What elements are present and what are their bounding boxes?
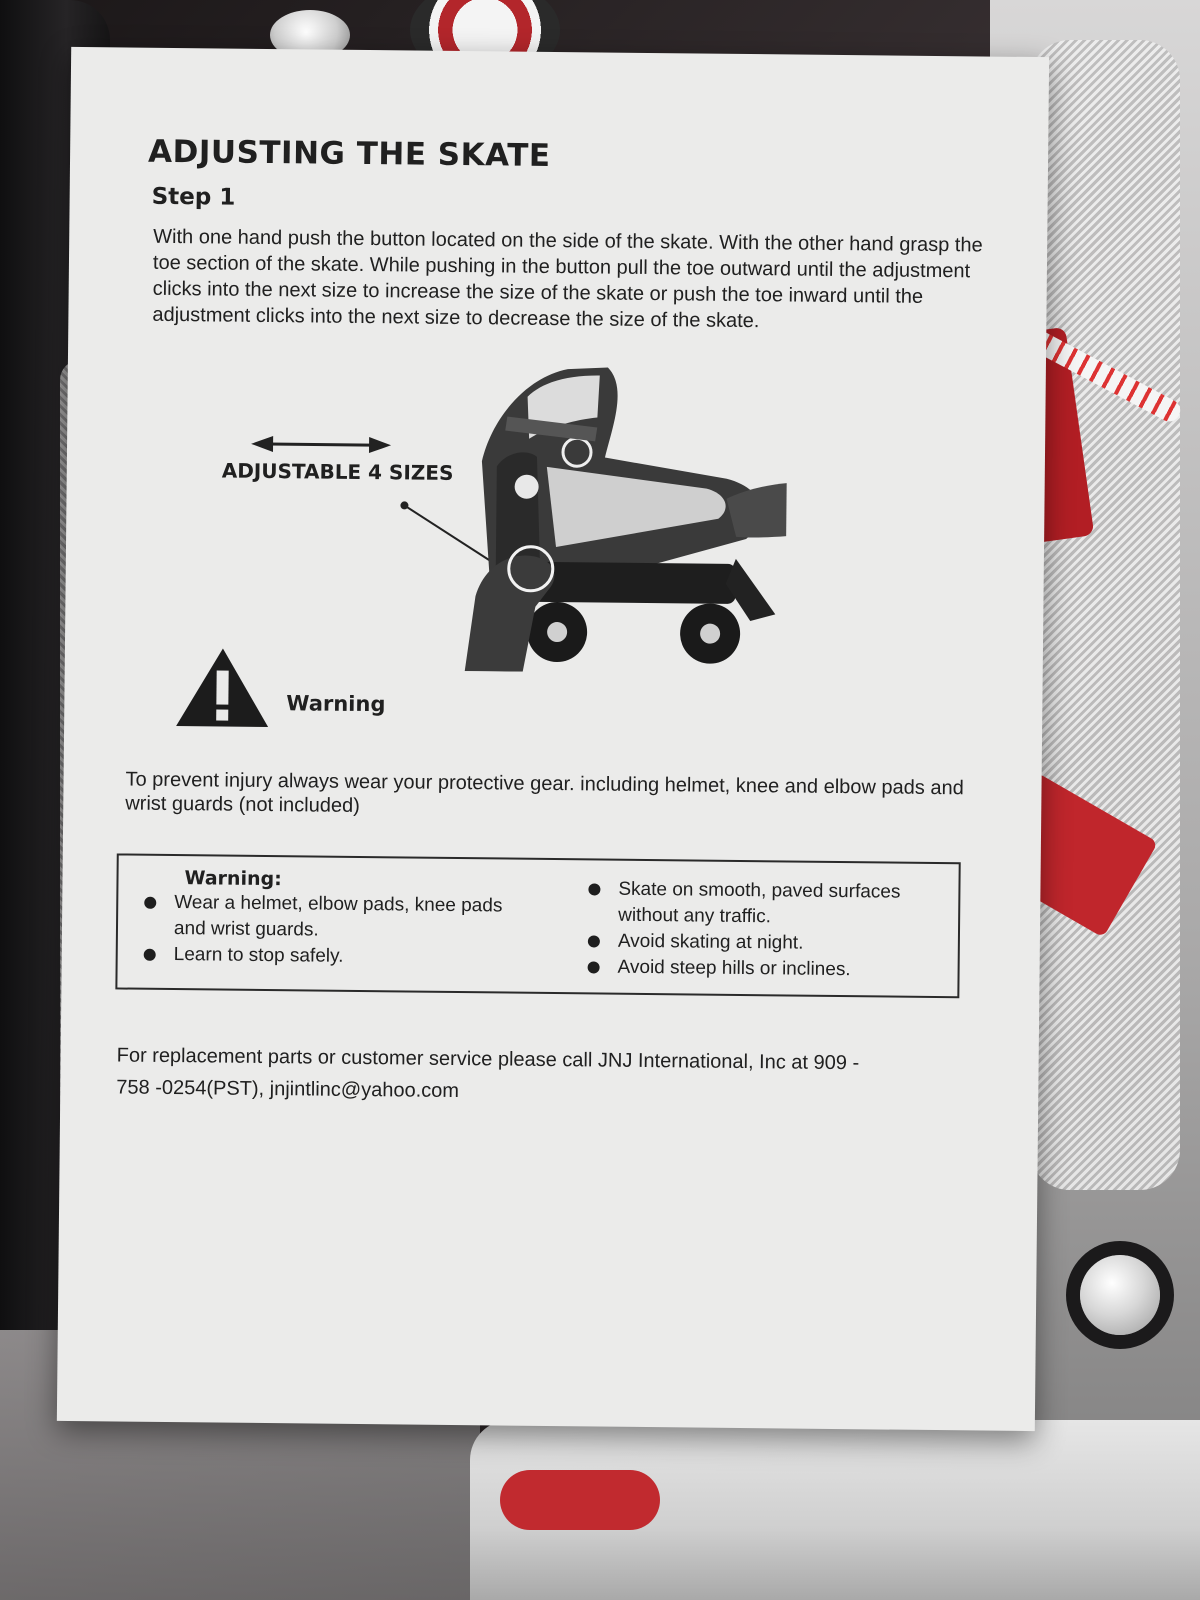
warning-box-right-column (587, 876, 948, 984)
warning-list-right (587, 876, 948, 984)
adjustable-sizes-label: ADJUSTABLE 4 SIZES (221, 458, 454, 485)
instruction-sheet (57, 47, 1049, 1431)
warning-box (115, 853, 960, 998)
warning-list-left (144, 890, 525, 972)
warning-label: Warning (286, 691, 386, 717)
list-item-text: Skate on smooth, paved surfaces without any traffic. (618, 878, 901, 928)
list-item (144, 890, 525, 946)
skate-wheel (1080, 1255, 1160, 1335)
list-item (588, 928, 948, 958)
customer-service-contact: For replacement parts or customer service please call JNJ International, Inc at 909 - 758 -0254(PST), jnjintlinc@yahoo.com (116, 1044, 860, 1103)
list-item-text: Avoid steep hills or inclines. (617, 956, 851, 981)
step-instructions: With one hand push the button located on the side of the skate. With the other hand grasp the toe section of the skate. While pushing in the button pull the toe outward until the adjustment clicks into the next size to increase the size of the skate or push the toe inward until the adjustment clicks into the next size to decrease the size of the skate. (152, 225, 983, 333)
step-heading: Step 1 (151, 183, 236, 211)
list-item (588, 876, 949, 932)
warning-box-heading: Warning: (184, 867, 282, 891)
bullet-icon (588, 883, 600, 895)
bullet-icon (144, 897, 156, 909)
skate-red-trim (500, 1470, 660, 1530)
bullet-icon (144, 949, 156, 961)
skate-adjustment-illustration (205, 353, 788, 674)
sheet-title: ADJUSTING THE SKATE (147, 133, 551, 174)
list-item-text: Learn to stop safely. (173, 944, 344, 967)
bullet-icon (588, 935, 600, 947)
warning-box-left-column (144, 866, 525, 972)
list-item (587, 954, 947, 984)
list-item-text: Wear a helmet, elbow pads, knee pads and wrist guards. (173, 892, 503, 941)
skate-mesh-right (1030, 40, 1180, 1190)
double-arrow-icon (251, 436, 391, 453)
bullet-icon (588, 961, 600, 973)
list-item-text: Avoid skating at night. (617, 930, 804, 954)
list-item (144, 942, 524, 972)
warning-triangle-icon (174, 646, 271, 729)
pointer-line (404, 505, 497, 564)
protective-gear-text: To prevent injury always wear your protective gear. including helmet, knee and elbow pads and wrist guards (not included) (125, 768, 964, 817)
